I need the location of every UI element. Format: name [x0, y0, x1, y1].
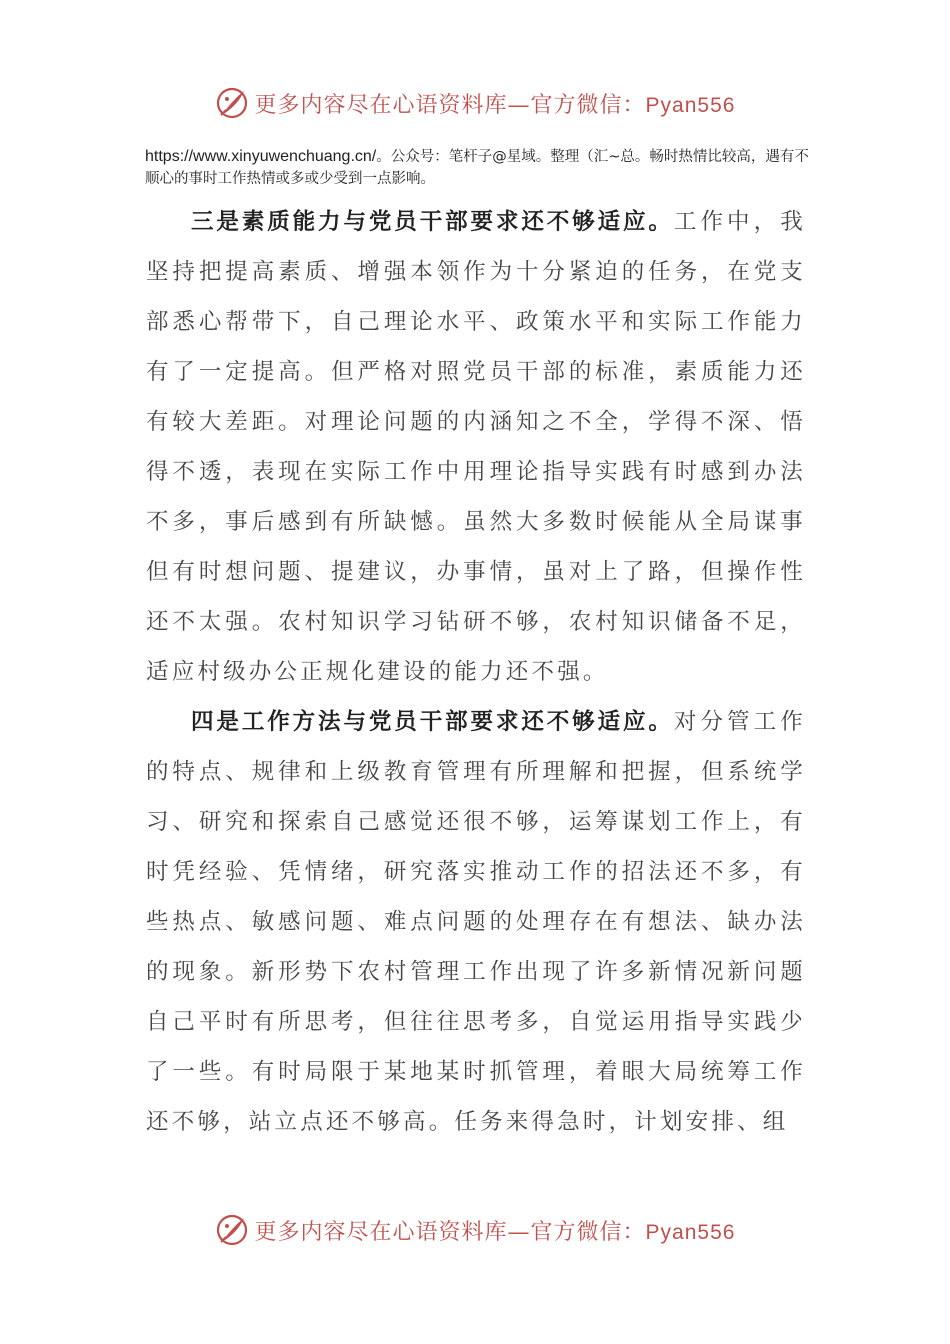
paragraph-4 [146, 697, 806, 1147]
banner-text: 更多内容尽在心语资料库—官方微信：Pyan556 [254, 1219, 736, 1245]
paragraph-body: 工作中，我坚持把提高素质、增强本领作为十分紧迫的任务，在党支部悉心帮带下，自己理论水平、政策水平和实际工作能力有了一定提高。但严格对照党员干部的标准，素质能力还有较大差距。对理论问题的内涵知之不全，学得不深、悟得不透，表现在实际工作中用理论指导实践有时感到办法不多，事后感到有所缺憾。虽然大多数时候能从全局谋事但有时想问题、提建议，办事情，虽对上了路，但操作性还不太强。农村知识学习钻研不够，农村知识储备不足，适应村级办公正规化建设的能力还不强。 [146, 209, 806, 685]
top-banner [0, 83, 950, 123]
paragraph-lead: 三是素质能力与党员干部要求还不够适应。 [191, 209, 674, 235]
banner-text: 更多内容尽在心语资料库—官方微信：Pyan556 [254, 92, 736, 118]
paragraph-body: 对分管工作的特点、规律和上级教育管理有所理解和把握，但系统学习、研究和探索自己感觉还很不够，运筹谋划工作上，有时凭经验、凭情绪，研究落实推动工作的招法还不多，有些热点、敏感问题、难点问题的处理存在有想法、缺办法的现象。新形势下农村管理工作出现了许多新情况新问题自己平时有所思考，但往往思考多，自觉运用指导实践少了一些。有时局限于某地某时抓管理，着眼大局统筹工作还不够，站立点还不够高。任务来得急时，计划安排、组 [146, 709, 806, 1135]
wechat-id: Pyan556 [645, 1220, 736, 1244]
header-note-text: 。公众号：笔杆子@星域。整理（汇~总。畅时热情比较高，遇有不顺心的事时工作热情或多或少受到一点影响。 [145, 149, 809, 187]
header-note [145, 146, 815, 190]
source-url[interactable]: https://www.xinyuwenchuang.cn/ [145, 148, 377, 165]
paragraph-3 [146, 197, 806, 697]
quill-pen-logo-icon [215, 1213, 249, 1247]
bottom-banner [0, 1210, 950, 1250]
wechat-id: Pyan556 [645, 93, 736, 117]
document-body [146, 197, 806, 1147]
paragraph-lead: 四是工作方法与党员干部要求还不够适应。 [191, 709, 674, 735]
quill-pen-logo-icon [215, 86, 249, 120]
